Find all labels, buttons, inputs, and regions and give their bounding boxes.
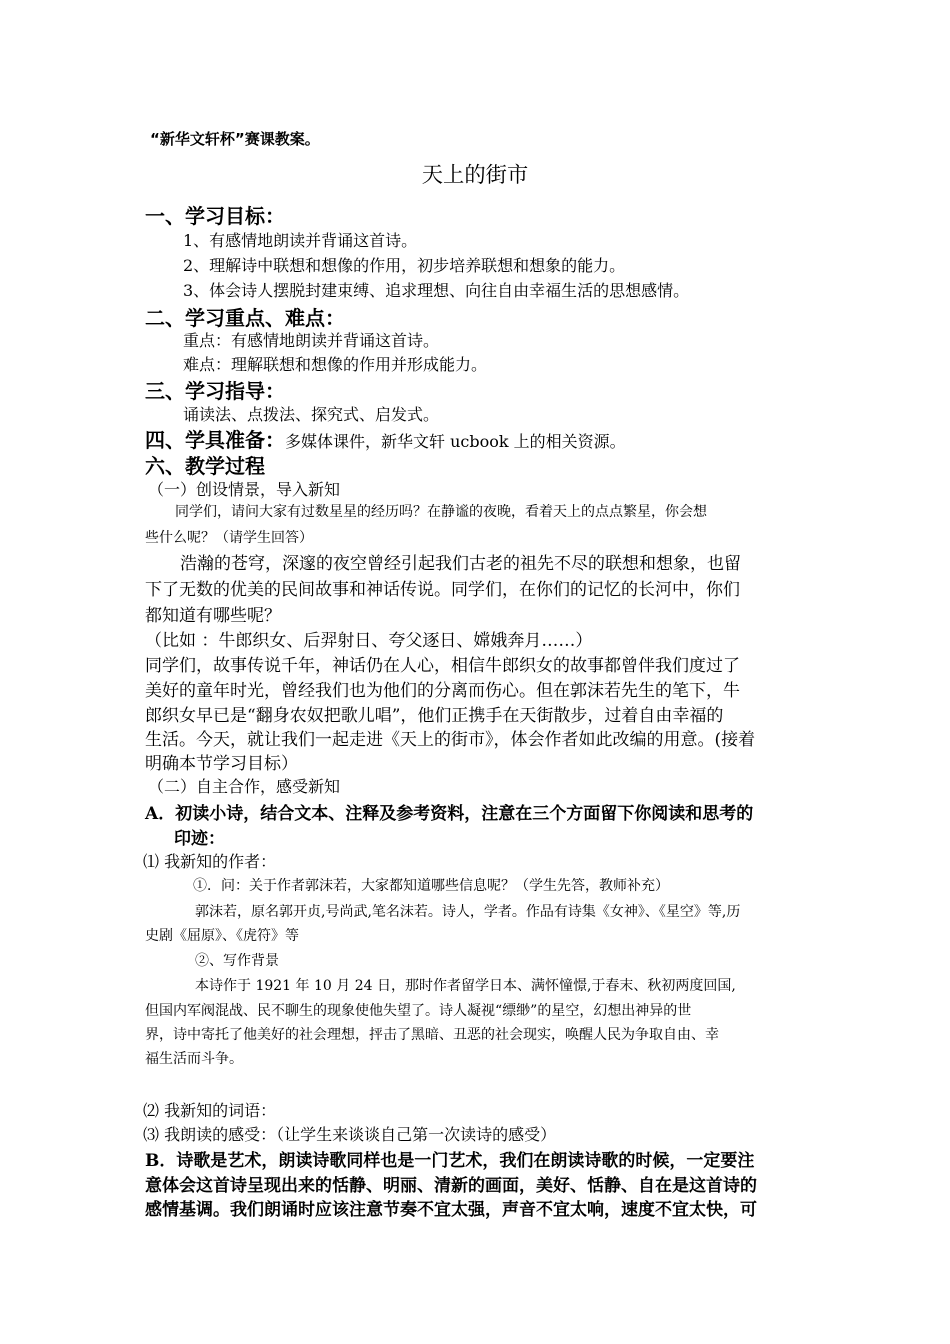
key-point: 重点：有感情地朗读并背诵这首诗。 [183, 331, 440, 350]
section-heading-materials [145, 424, 626, 453]
question-feelings: ⑶ 我朗读的感受：（让学生来谈谈自己第一次读诗的感受） [143, 1125, 557, 1144]
part2-b-line: B．诗歌是艺术，朗读诗歌同样也是一门艺术，我们在朗读诗歌的时候，一定要注 [145, 1151, 755, 1171]
part2-b-line: 意体会这首诗呈现出来的恬静、明丽、清新的画面，美好、恬静、自在是这首诗的 [145, 1176, 757, 1196]
difficulty-point: 难点：理解联想和想像的作用并形成能力。 [183, 355, 488, 374]
part2-a-line: 印迹： [174, 829, 225, 849]
section-heading-keypoints: 二、学习重点、难点： [145, 306, 345, 330]
part1-examples: （比如 ：牛郎织女、后羿射日、夸父逐日、嫦娥奔月……） [145, 631, 593, 651]
section-heading-process: 六、教学过程 [145, 454, 265, 478]
part1-paragraph-line: 都知道有哪些呢？ [145, 606, 281, 626]
question-words: ⑵ 我新知的词语： [143, 1101, 277, 1120]
part1-paragraph-line: 美好的童年时光，曾经我们也为他们的分离而伤心。但在郭沫若先生的笔下，牛 [145, 681, 740, 701]
part1-paragraph-line: 明确本节学习目标） [145, 754, 298, 774]
background-line: 但国内军阀混战、民不聊生的现象使他失望了。诗人凝视“缥缈”的星空，幻想出神异的世 [145, 1003, 692, 1019]
author-info-line: 史剧《屈原》、《虎符》等 [145, 928, 299, 944]
section-heading-guidance: 三、学习指导： [145, 379, 285, 403]
part1-paragraph-line: 生活。今天，就让我们一起走进《天上的街市》，体会作者如此改编的用意。(接着 [145, 730, 756, 750]
guidance-text: 诵读法、点拨法、探究式、启发式。 [183, 405, 440, 424]
goal-item: 3、体会诗人摆脱封建束缚、追求理想、向往自由幸福生活的思想感情。 [183, 281, 690, 300]
background-line: 福生活而斗争。 [145, 1051, 243, 1067]
author-question: ①．问：关于作者郭沫若，大家都知道哪些信息呢？（学生先答，教师补充） [193, 878, 669, 894]
goal-item: 2、理解诗中联想和想像的作用，初步培养联想和想象的能力。 [183, 256, 626, 275]
part1-paragraph-line: 郎织女早已是“翻身农奴把歌儿唱”，他们正携手在天街散步，过着自由幸福的 [145, 706, 724, 726]
contest-label: “新华文轩杯”赛课教案。 [150, 130, 320, 148]
background-line: 界，诗中寄托了他美好的社会理想，抨击了黑暗、丑恶的社会现实，唤醒人民为争取自由、幸 [145, 1027, 719, 1043]
part1-paragraph-line: 些什么呢？（请学生回答） [145, 530, 313, 546]
goal-item: 1、有感情地朗读并背诵这首诗。 [183, 231, 418, 250]
part2-b-line: 感情基调。我们朗诵时应该注意节奏不宜太强，声音不宜太响，速度不宜太快，可 [145, 1200, 757, 1220]
part2-heading: （二）自主合作，感受新知 [148, 777, 341, 796]
section-heading-goals: 一、学习目标： [145, 204, 285, 228]
author-info-line: 郭沫若，原名郭开贞,号尚武,笔名沫若。诗人，学者。作品有诗集《女神》、《星空》等,历 [195, 904, 741, 920]
document-title: 天上的街市 [421, 163, 529, 188]
materials-text: 多媒体课件，新华文轩 ucbook 上的相关资源。 [285, 432, 626, 451]
part2-a-line: A．初读小诗，结合文本、注释及参考资料，注意在三个方面留下你阅读和思考的 [145, 804, 754, 824]
background-line: 本诗作于 1921 年 10 月 24 日，那时作者留学日本、满怀憧憬,于春末、秋初两度回国, [195, 978, 736, 994]
part1-paragraph-line: 下了无数的优美的民间故事和神话传说。同学们，在你们的记忆的长河中，你们 [145, 580, 740, 600]
part1-heading: （一）创设情景，导入新知 [148, 480, 341, 499]
part1-paragraph-line: 同学们，故事传说千年，神话仍在人心，相信牛郎织女的故事都曾伴我们度过了 [145, 656, 740, 676]
question-author: ⑴ 我新知的作者： [143, 852, 277, 871]
materials-heading-label: 四、学具准备： [145, 428, 285, 452]
part1-paragraph-line: 浩瀚的苍穹，深邃的夜空曾经引起我们古老的祖先不尽的联想和想象，也留 [180, 554, 741, 574]
background-heading: ②、写作背景 [195, 953, 279, 969]
part1-paragraph-line: 同学们，请问大家有过数星星的经历吗？在静谧的夜晚，看着天上的点点繁星，你会想 [175, 504, 707, 520]
